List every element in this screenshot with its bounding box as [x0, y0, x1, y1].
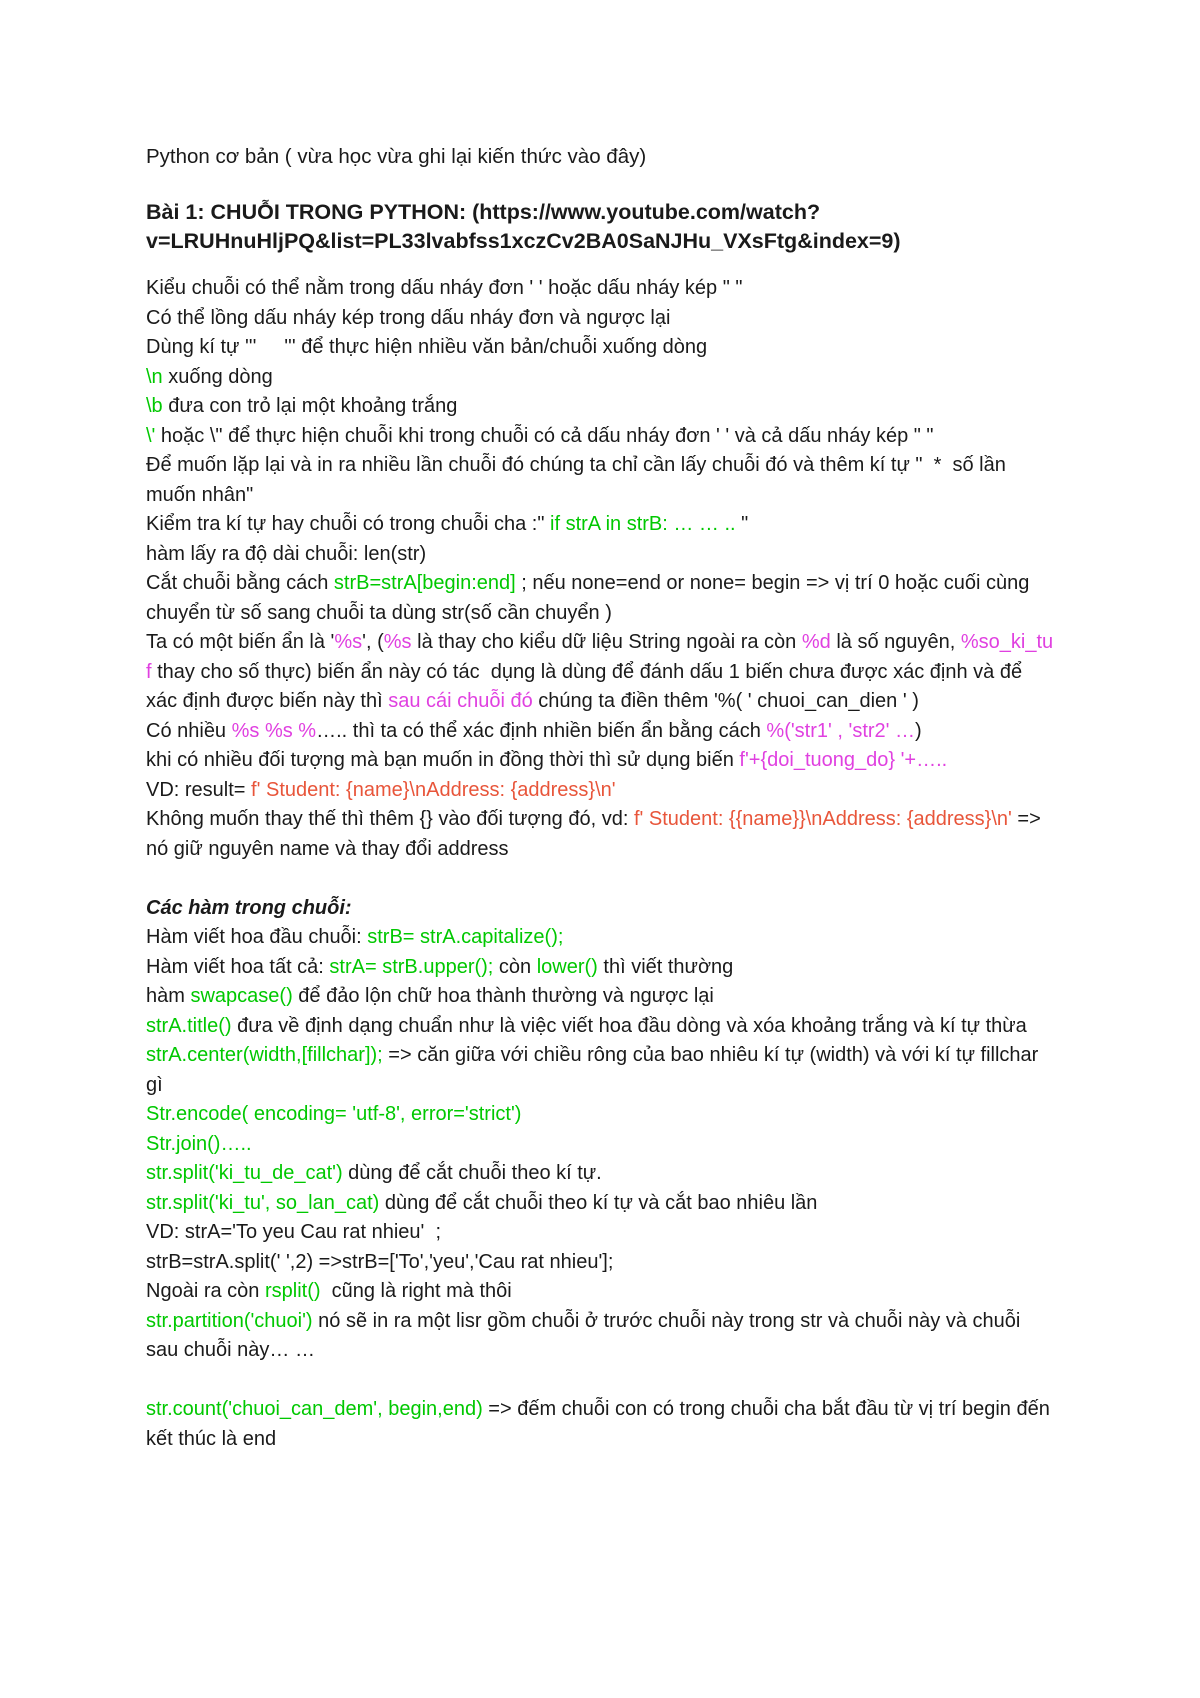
text-line — [146, 333, 1056, 363]
code-span: swapcase() — [190, 985, 293, 1007]
text-span: ; nếu none=end or none= begin => vị trí 0 hoặc cuối cùng — [515, 572, 1030, 594]
text-span: đưa con trỏ lại một khoảng trắng — [162, 395, 458, 417]
code-span: strA.center(width,[fillchar]); — [146, 1044, 383, 1066]
text-span: " — [735, 513, 749, 535]
text-span: Hàm viết hoa tất cả: — [146, 955, 330, 978]
text-span: thay cho số thực) biến ẩn này có tác dụng là dùng để đánh dấu 1 biến chưa được xác định và để xác định được biến này thì — [146, 660, 1028, 712]
text-span: => đếm chuỗi con có trong chuỗi cha bắt đầu từ vị trí begin đến kết thúc là end — [146, 1398, 1056, 1450]
code-span: strB=strA[begin:end] — [333, 572, 516, 594]
text-line — [146, 628, 1059, 717]
text-span: xuống dòng — [162, 365, 273, 388]
text-line — [146, 1159, 1056, 1189]
text-span: Ngoài ra còn — [146, 1280, 265, 1302]
text-line — [146, 776, 1056, 806]
text-span: ) — [915, 719, 922, 742]
text-line — [146, 1218, 1056, 1248]
blank-line — [146, 1366, 1056, 1396]
text-span: => nó giữ nguyên name và thay đổi address — [146, 808, 1047, 860]
text-span: Không muốn thay thế thì thêm {} vào đối tượng đó, vd: — [146, 808, 634, 830]
code-span: str.count('chuoi_can_dem', begin,end) — [146, 1398, 483, 1420]
text-span: nó sẽ in ra một lisr gồm chuỗi ở trước chuỗi này trong str và chuỗi này và chuỗi sau chuỗi này… … — [146, 1309, 1026, 1361]
code-span: %s %s % — [231, 719, 317, 742]
text-line — [146, 1395, 1056, 1454]
text-span: chuyển từ số sang chuỗi ta dùng str(số cần chuyển ) — [146, 601, 612, 624]
blank-line — [146, 864, 1056, 894]
code-span: rsplit() — [264, 1280, 321, 1302]
code-span: %so_ki_tu f — [146, 631, 1059, 683]
text-line — [146, 363, 1056, 393]
text-span: strB=strA.split(' ',2) =>strB=['To','yeu','Cau rat nhieu']; — [146, 1250, 614, 1273]
text-line — [146, 805, 1056, 864]
code-span: Str.join()….. — [146, 1132, 252, 1155]
text-line — [146, 717, 1056, 747]
doc-title: Python cơ bản ( vừa học vừa ghi lại kiến thức vào đây) — [146, 145, 647, 168]
text-span: hàm — [146, 985, 191, 1007]
code-span: %('str1' , 'str2' … — [766, 719, 916, 742]
text-line — [146, 1041, 1056, 1100]
text-span: khi có nhiều đối tượng mà bạn muốn in đồng thời thì sử dụng biến — [146, 749, 740, 771]
code-span: Str.encode( encoding= 'utf-8', error='strict') — [146, 1103, 522, 1125]
section-heading: Bài 1: CHUỖI TRONG PYTHON: (https://www.youtube.com/watch?v=LRUHnuHljPQ&list=PL33lvabfss1xczCv2BA0SaNJHu_VXsFtg&index=9) — [146, 200, 901, 253]
text-line — [146, 923, 1056, 953]
code-span: sau cái chuỗi đó — [388, 690, 533, 712]
code-span: \n — [146, 365, 163, 388]
code-span: strA.title() — [146, 1014, 232, 1037]
code-span: if strA in strB: … … .. — [550, 513, 736, 535]
document-page — [146, 142, 1059, 1454]
text-span: cũng là right mà thôi — [320, 1280, 512, 1302]
document-body — [146, 274, 1059, 1454]
text-line — [146, 304, 1056, 334]
code-span: %d — [801, 631, 831, 653]
text-line — [146, 1100, 1056, 1130]
text-line — [146, 422, 1056, 452]
text-span: VD: strA='To yeu Cau rat nhieu' ; — [146, 1221, 441, 1243]
text-span: Kiểu chuỗi có thể nằm trong dấu nháy đơn ' ' hoặc dấu nháy kép " " — [146, 277, 743, 299]
text-span: dùng để cắt chuỗi theo kí tự và cắt bao nhiêu lần — [379, 1191, 818, 1214]
code-span: f' Student: {name}\nAddress: {address}\n' — [251, 778, 616, 801]
code-span: strB= strA.capitalize(); — [367, 926, 564, 948]
code-span: str.split('ki_tu', so_lan_cat) — [146, 1191, 380, 1214]
text-line — [146, 894, 1056, 924]
code-span: \b — [146, 395, 163, 417]
text-span: Hàm viết hoa đầu chuỗi: — [146, 926, 368, 948]
code-span: strA= strB.upper(); — [329, 955, 494, 978]
text-span: thì viết thường — [597, 955, 734, 978]
text-span: chúng ta điền thêm '%( ' chuoi_can_dien ' ) — [532, 690, 919, 712]
code-span: str.partition('chuoi') — [146, 1309, 313, 1332]
text-line — [146, 392, 1056, 422]
code-span: str.split('ki_tu_de_cat') — [146, 1162, 343, 1184]
code-span: f' Student: {{name}}\nAddress: {address}\n' — [633, 808, 1012, 830]
text-line — [146, 510, 1056, 540]
text-line — [146, 982, 1056, 1012]
text-span: Có thể lồng dấu nháy kép trong dấu nháy đơn và ngược lại — [146, 306, 671, 329]
text-span: => căn giữa với chiều rông của bao nhiêu kí tự (width) và với kí tự fillchar gì — [146, 1044, 1044, 1096]
text-line — [146, 953, 1056, 983]
text-span: Dùng kí tự ''' ''' để thực hiện nhiều văn bản/chuỗi xuống dòng — [146, 336, 708, 358]
code-span: \' — [146, 424, 156, 447]
text-line — [146, 1012, 1056, 1042]
text-span: Có nhiều — [146, 719, 232, 742]
text-line — [146, 451, 1056, 510]
text-span: VD: result= — [146, 778, 252, 801]
text-span: ', ( — [362, 631, 384, 653]
text-line — [146, 1189, 1056, 1219]
text-line — [146, 274, 1056, 304]
code-span: %s — [334, 631, 363, 653]
text-line — [146, 1307, 1056, 1366]
text-span: Để muốn lặp lại và in ra nhiều lần chuỗi đó chúng ta chỉ cần lấy chuỗi đó và thêm kí tự " * số lần muốn nhân" — [146, 454, 1012, 506]
text-line — [146, 1248, 1056, 1278]
text-span: còn — [493, 955, 537, 978]
subheading: Các hàm trong chuỗi: — [146, 896, 352, 919]
text-line — [146, 1130, 1056, 1160]
text-span: để đảo lộn chữ hoa thành thường và ngược lại — [292, 985, 714, 1007]
text-span: Kiểm tra kí tự hay chuỗi có trong chuỗi cha :" — [146, 513, 551, 535]
text-line — [146, 599, 1056, 629]
text-line — [146, 540, 1056, 570]
code-span: %s — [383, 631, 412, 653]
text-span: ….. thì ta có thể xác định nhiền biến ẩn bằng cách — [316, 719, 767, 742]
text-span: đưa về định dạng chuẩn như là việc viết hoa đầu dòng và xóa khoảng trắng và kí tự thừa — [231, 1014, 1027, 1037]
text-span: là số nguyên, — [830, 631, 961, 653]
code-span: lower() — [536, 955, 598, 978]
text-line — [146, 1277, 1056, 1307]
text-span: hàm lấy ra độ dài chuỗi: len(str) — [146, 542, 427, 565]
text-line — [146, 746, 1056, 776]
text-span: dùng để cắt chuỗi theo kí tự. — [342, 1162, 602, 1184]
code-span: f'+{doi_tuong_do} '+….. — [739, 749, 948, 771]
text-line — [146, 569, 1056, 599]
text-span: Cắt chuỗi bằng cách — [146, 572, 334, 594]
text-span: hoặc \" để thực hiện chuỗi khi trong chuỗi có cả dấu nháy đơn ' ' và cả dấu nháy kép " " — [155, 424, 934, 447]
text-span: là thay cho kiểu dữ liệu String ngoài ra còn — [411, 631, 802, 653]
text-span: Ta có một biến ẩn là ' — [146, 631, 335, 653]
